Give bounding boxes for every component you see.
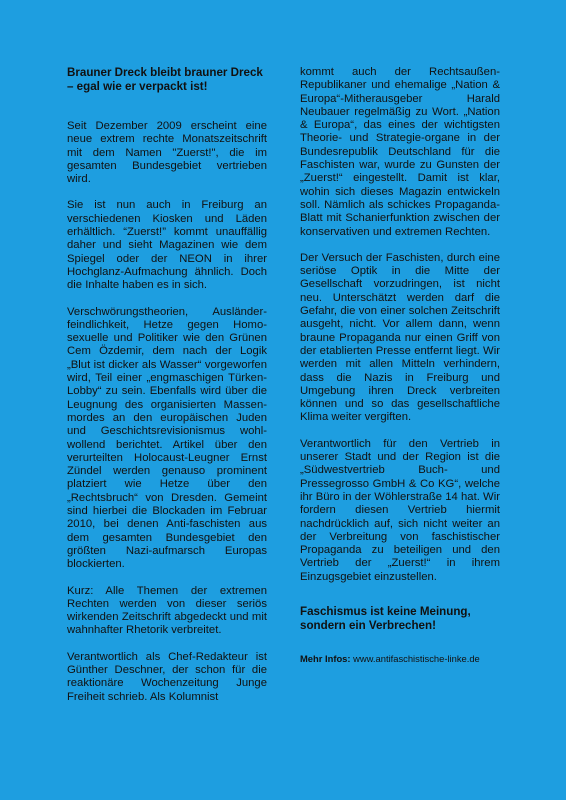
more-info-label: Mehr Infos:: [300, 652, 351, 664]
slogan: Faschismus ist keine Meinung, sondern ein Verbrechen!: [300, 604, 471, 632]
right-column: [300, 66, 500, 665]
paragraph-columnist: kommt auch der Rechtsaußen-Republikaner und ehemalige „Nation & Europa“-Mitherausgeber Harald Neubauer regelmäßig zu Wort. „Nation & Europa“, das eines der wichtigsten Theorie- und Strategie-organe in der Bundesrepublik Deutschland für die Faschisten war, wurde zu Gunsten der „Zuerst!“ eingestellt. Damit ist klar, wohin sich dieses Magazin entwickeln soll. Nämlich als schickes Propaganda-Blatt mit Schanierfunktion zwischen der konservativen und extremen Rechten.: [300, 66, 500, 238]
paragraph-freiburg: Sie ist nun auch in Freiburg an verschiedenen Kiosken und Läden erhältlich. “Zuerst!” kommt unauffällig daher und sieht Magazinen wie dem Spiegel oder der NEON in ihrer Hochglanz-Aufmachung ähnlich. Doch die Inhalte haben es in sich.: [67, 199, 267, 292]
paragraph-content: Verschwörungstheorien, Ausländer-feindlichkeit, Hetze gegen Homo-sexuelle und Politiker wie den Grünen Cem Özdemir, dem nach der Logik „Blut ist dicker als Wasser“ vorgeworfen wird, Teil einer „engmaschigen Türken-Lobby“ zu sein. Ebenfalls wird über die Leugnung des organisierten Massen-mordes an den europäischen Juden und Geschichtsrevisionismus wohl-wollend berichtet. Artikel über den verurteilten Holocaust-Leugner Ernst Zündel werden genauso prominent platziert wie Hetze über den „Rechtsbruch“ von Dresden. Gemeint sind hierbei die Blockaden im Februar 2010, bei denen Anti-faschisten aus dem gesamten Bundesgebiet den größten Nazi-aufmarsch Europas blockierten.: [67, 305, 267, 571]
paragraph-intro: Seit Dezember 2009 erscheint eine neue extrem rechte Monatszeitschrift mit dem Namen "Zuerst!", die im gesamten Bundesgebiet vertrieben wird.: [67, 120, 267, 186]
more-info: [300, 653, 500, 665]
more-info-url: www.antifaschistische-linke.de: [353, 652, 480, 664]
paragraph-strategy: Der Versuch der Faschisten, durch eine seriöse Optik in die Mitte der Gesellschaft vorzudringen, ist nicht neu. Unterschätzt werden darf die Gefahr, die von einer solchen Zeitschrift ausgeht, nicht. Vor allem dann, wenn braune Propaganda nur einen Griff von der etablierten Presse entfernt liegt. Wir werden mit allen Mitteln verhindern, dass die Nazis in Freiburg und Umgebung ihren Dreck verbreiten können und so das gesellschaftliche Klima weiter vergiften.: [300, 251, 500, 424]
paragraph-distribution: Verantwortlich für den Vertrieb in unserer Stadt und der Region ist die „Südwestvertrieb Buch- und Pressegrosso GmbH & Co KG“, welche ihr Büro in der Wöhlerstraße 14 hat. Wir fordern diesen Vertrieb hiermit nachdrücklich auf, sich nicht weiter an der Verbreitung von faschistischer Propaganda zu beteiligen und den Vertrieb der „Zuerst!“ in ihrem Einzugsgebiet einzustellen.: [300, 437, 500, 583]
paragraph-editor: Verantwortlich als Chef-Redakteur ist Günther Deschner, der schon für die reaktionäre Wochenzeitung Junge Freiheit schrieb. Als Kolumnist: [67, 650, 267, 703]
headline: Brauner Dreck bleibt brauner Dreck – egal wie er verpackt ist!: [67, 66, 263, 93]
paragraph-summary: Kurz: Alle Themen der extremen Rechten werden von dieser seriös wirkenden Zeitschrift abgedeckt und mit wahnhafter Rhetorik verbreitet.: [67, 584, 267, 637]
left-column: [67, 66, 267, 704]
